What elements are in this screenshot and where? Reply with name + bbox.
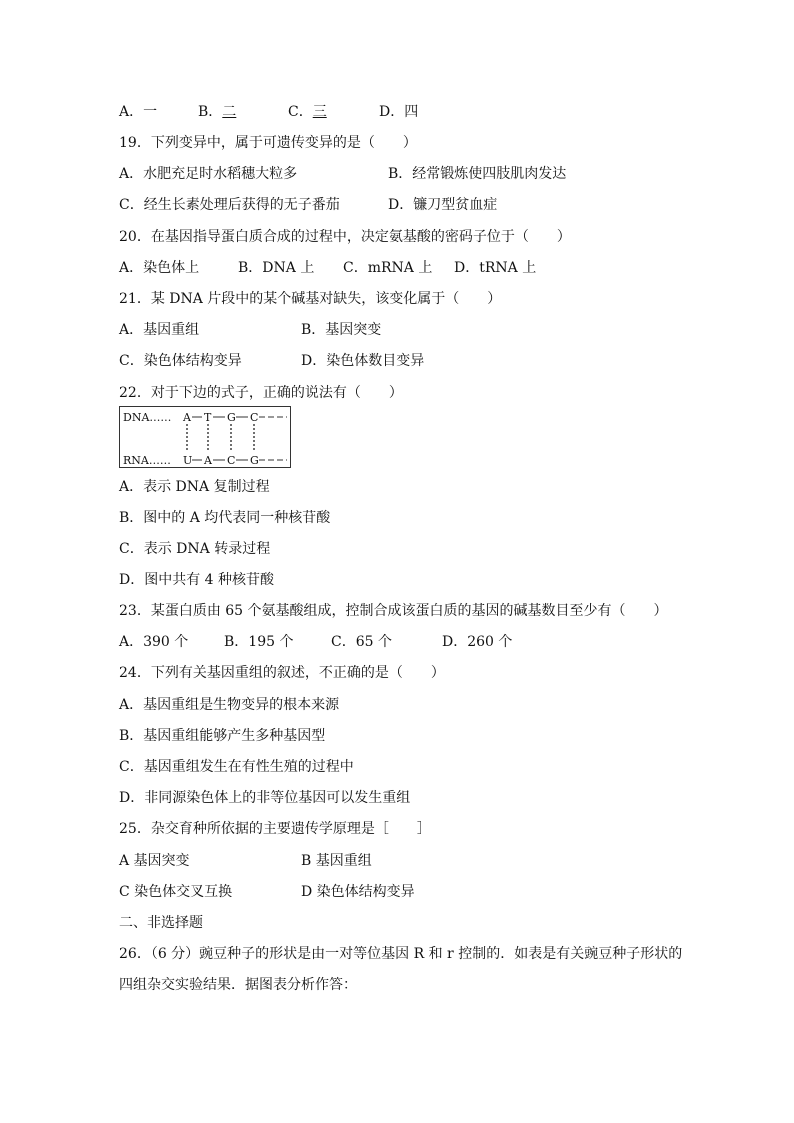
rna-label: RNA…… <box>123 454 171 467</box>
q19-option-c: C．经生长素处理后获得的无子番茄 <box>119 197 340 213</box>
dna-base-4: C <box>250 411 259 424</box>
q23-option-c: C．65 个 <box>331 634 392 650</box>
q20-option-d: D．tRNA 上 <box>454 260 537 276</box>
q24-option-d: D．非同源染色体上的非等位基因可以发生重组 <box>119 790 411 806</box>
q18-option-a: A．一 <box>119 104 158 120</box>
q20-option-c: C．mRNA 上 <box>343 260 433 276</box>
rna-base-2: A <box>204 454 212 467</box>
q24-stem: 24．下列有关基因重组的叙述，不正确的是（ ） <box>119 665 445 681</box>
q22-option-a: A．表示 DNA 复制过程 <box>119 479 270 495</box>
q24-option-a: A．基因重组是生物变异的根本来源 <box>119 697 340 713</box>
rna-base-4: G <box>250 454 259 467</box>
dna-base-3: G <box>227 411 236 424</box>
q23-option-b: B．195 个 <box>224 634 294 650</box>
q19-stem: 19．下列变异中，属于可遗传变异的是（ ） <box>119 135 417 151</box>
q21-option-b: B．基因突变 <box>301 322 382 338</box>
q26-line-1: 26．（6 分）豌豆种子的形状是由一对等位基因 R 和 r 控制的．如表是有关豌豆种子形状的 <box>119 946 683 962</box>
q19-option-a: A．水肥充足时水稻穗大粒多 <box>119 166 298 182</box>
rna-base-1: U <box>183 454 193 467</box>
q19-option-b: B．经常锻炼使四肢肌肉发达 <box>388 166 567 182</box>
section-heading: 二、非选择题 <box>119 915 203 931</box>
q22-stem: 22．对于下边的式子，正确的说法有（ ） <box>119 385 403 401</box>
q22-option-b: B．图中的 A 均代表同一种核苷酸 <box>119 510 331 526</box>
q24-option-c: C．基因重组发生在有性生殖的过程中 <box>119 759 354 775</box>
q22-option-d: D．图中共有 4 种核苷酸 <box>119 572 275 588</box>
q25-option-a: A 基因突变 <box>119 853 190 869</box>
q20-option-a: A．染色体上 <box>119 260 200 276</box>
dna-rna-diagram <box>119 406 291 468</box>
rna-base-3: C <box>227 454 236 467</box>
dna-base-1: A <box>183 411 191 424</box>
q18-option-d: D．四 <box>379 104 419 120</box>
q18-option-b: B．二 <box>198 104 237 120</box>
q26-line-2: 四组杂交实验结果．据图表分析作答： <box>119 977 357 993</box>
q19-option-d: D．镰刀型贫血症 <box>388 197 498 213</box>
dna-label: DNA…… <box>123 411 172 424</box>
q25-option-d: D 染色体结构变异 <box>301 884 415 900</box>
q23-option-a: A．390 个 <box>119 634 189 650</box>
q20-stem: 20．在基因指导蛋白质合成的过程中，决定氨基酸的密码子位于（ ） <box>119 229 571 245</box>
q24-option-b: B．基因重组能够产生多种基因型 <box>119 728 326 744</box>
q21-stem: 21．某 DNA 片段中的某个碱基对缺失，该变化属于（ ） <box>119 291 502 307</box>
q25-option-b: B 基因重组 <box>301 853 372 869</box>
dna-base-2: T <box>204 411 212 424</box>
q25-stem: 25．杂交育种所依据的主要遗传学原理是［ ］ <box>119 821 431 837</box>
q22-option-c: C．表示 DNA 转录过程 <box>119 541 271 557</box>
q25-option-c: C 染色体交叉互换 <box>119 884 233 900</box>
q21-option-a: A．基因重组 <box>119 322 200 338</box>
q23-stem: 23．某蛋白质由 65 个氨基酸组成，控制合成该蛋白质的基因的碱基数目至少有（ ） <box>119 603 668 619</box>
q23-option-d: D．260 个 <box>442 634 513 650</box>
q21-option-d: D．染色体数目变异 <box>301 353 425 369</box>
q20-option-b: B．DNA 上 <box>238 260 315 276</box>
q21-option-c: C．染色体结构变异 <box>119 353 242 369</box>
q18-option-c: C．三 <box>288 104 327 120</box>
